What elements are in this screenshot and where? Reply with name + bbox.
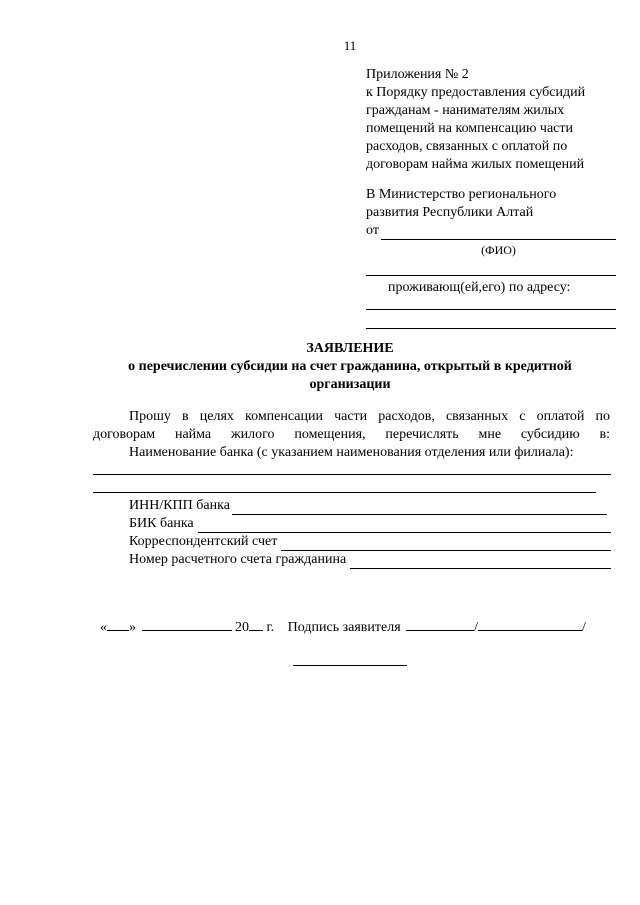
paragraph-line-3: Наименование банка (с указанием наименования отделения или филиала):: [129, 445, 574, 460]
year-prefix: 20: [235, 620, 249, 635]
appendix-line: Приложения № 2: [366, 67, 469, 82]
appendix-line: гражданам - нанимателям жилых: [366, 103, 565, 118]
address-line-2[interactable]: [366, 310, 616, 329]
bik-row: [129, 515, 611, 533]
address-line-1[interactable]: [366, 297, 616, 310]
paragraph-line-1: Прошу в целях компенсации части расходов, связанных с оплатой по: [129, 409, 610, 424]
appendix-line: помещений на компенсацию части: [366, 121, 573, 136]
address-label: проживающ(ей,его) по адресу:: [388, 280, 571, 295]
signature-label: Подпись заявителя: [287, 620, 401, 635]
year-input-line[interactable]: [249, 617, 263, 631]
appendix-line: к Порядку предоставления субсидий: [366, 85, 586, 100]
date-close-quote: »: [129, 620, 136, 635]
day-input-line[interactable]: [107, 617, 129, 631]
bottom-separator-line: [293, 655, 407, 666]
from-label: от: [366, 223, 379, 238]
inn-kpp-input-line[interactable]: [232, 501, 607, 515]
account-number-label: Номер расчетного счета гражданина: [129, 552, 347, 567]
account-number-input-line[interactable]: [350, 555, 611, 569]
month-input-line[interactable]: [142, 617, 232, 631]
inn-kpp-row: [129, 497, 611, 515]
fio-continuation-line[interactable]: [366, 261, 616, 276]
corr-account-input-line[interactable]: [281, 537, 611, 551]
year-suffix: г.: [266, 620, 275, 635]
fio-input-line[interactable]: [381, 225, 616, 240]
addressee-block: [366, 186, 616, 329]
appendix-line: расходов, связанных с оплатой по: [366, 139, 568, 154]
title-subtitle-2: организации: [309, 377, 391, 392]
appendix-line: договорам найма жилых помещений: [366, 157, 585, 172]
account-number-row: [129, 551, 611, 569]
bank-name-line-2[interactable]: [93, 478, 596, 493]
corr-account-row: [129, 533, 611, 551]
signature-row: [100, 617, 620, 636]
signature-slash: /: [474, 620, 479, 635]
from-row: [366, 222, 616, 240]
document-title: [90, 340, 610, 394]
addressee-region: развития Республики Алтай: [366, 205, 534, 220]
bik-label: БИК банка: [129, 516, 194, 531]
signature-slash-end: /: [582, 620, 586, 635]
signature-transcript-line[interactable]: [478, 617, 582, 631]
page-number: 11: [343, 38, 357, 53]
bank-details: [129, 497, 611, 569]
fio-label: (ФИО): [481, 243, 516, 257]
appendix-block: [366, 66, 616, 174]
addressee-ministry: В Министерство регионального: [366, 187, 557, 202]
inn-kpp-label: ИНН/КПП банка: [129, 498, 230, 513]
bik-input-line[interactable]: [198, 519, 611, 533]
title-subtitle-1: о перечислении субсидии на счет гражданина, открытый в кредитной: [128, 359, 572, 374]
paragraph-line-2: договорам найма жилого помещения, перечислять мне субсидию в:: [93, 427, 610, 442]
signature-input-line[interactable]: [406, 617, 474, 631]
date-open-quote: «: [100, 620, 107, 635]
corr-account-label: Корреспондентский счет: [129, 534, 278, 549]
request-paragraph: [93, 408, 610, 462]
bank-name-line-1[interactable]: [93, 460, 611, 475]
title-heading: ЗАЯВЛЕНИЕ: [306, 341, 394, 356]
